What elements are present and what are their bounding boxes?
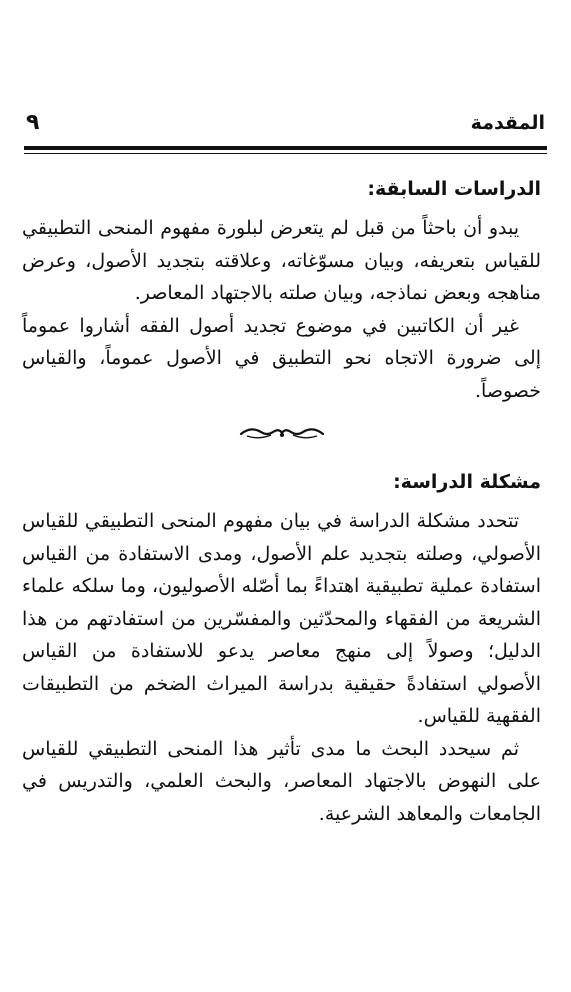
page-content bbox=[22, 172, 541, 830]
header-rule-thin bbox=[24, 153, 547, 154]
section-heading: مشكلة الدراسة: bbox=[393, 471, 541, 493]
section-previous-studies bbox=[22, 172, 541, 407]
page-number: ٩ bbox=[26, 110, 40, 135]
page-header bbox=[24, 108, 547, 144]
header-rule-thick bbox=[24, 146, 547, 150]
paragraph: تتحدد مشكلة الدراسة في بيان مفهوم المنحى التطبيقي للقياس الأصولي، وصلته بتجديد علم الأصول، ومدى الاستفادة من القياس استفادة عملية تطبيقية اهتداءً بما أصّله الأصوليون، وما سلكه علماء الشريعة من الفقهاء والمحدّثين والمفسّرين من استفادتهم من هذا الدليل؛ وصولاً إلى منهج معاصر يدعو للاستفادة من القياس الأصولي استفادةً حقيقية بدراسة الميراث الضخم من التطبيقات الفقهية للقياس. bbox=[22, 510, 541, 727]
section-study-problem bbox=[22, 465, 541, 830]
decorative-divider-icon bbox=[22, 417, 541, 447]
running-title: المقدمة bbox=[470, 112, 545, 134]
section-heading: الدراسات السابقة: bbox=[367, 178, 541, 200]
paragraph: ثم سيحدد البحث ما مدى تأثير هذا المنحى التطبيقي للقياس على النهوض بالاجتهاد المعاصر، والبحث العلمي، والتدريس في الجامعات والمعاهد الشرعية. bbox=[22, 737, 541, 825]
paragraph: يبدو أن باحثاً من قبل لم يتعرض لبلورة مفهوم المنحى التطبيقي للقياس بتعريفه، وبيان مسوّغاته، وعلاقته بتجديد الأصول، وعرض مناهجه وبعض نماذجه، وبيان صلته بالاجتهاد المعاصر. bbox=[22, 217, 541, 304]
paragraph: غير أن الكاتبين في موضوع تجديد أصول الفقه أشاروا عموماً إلى ضرورة الاتجاه نحو التطبيق في الأصول عموماً، والقياس خصوصاً. bbox=[22, 314, 541, 402]
